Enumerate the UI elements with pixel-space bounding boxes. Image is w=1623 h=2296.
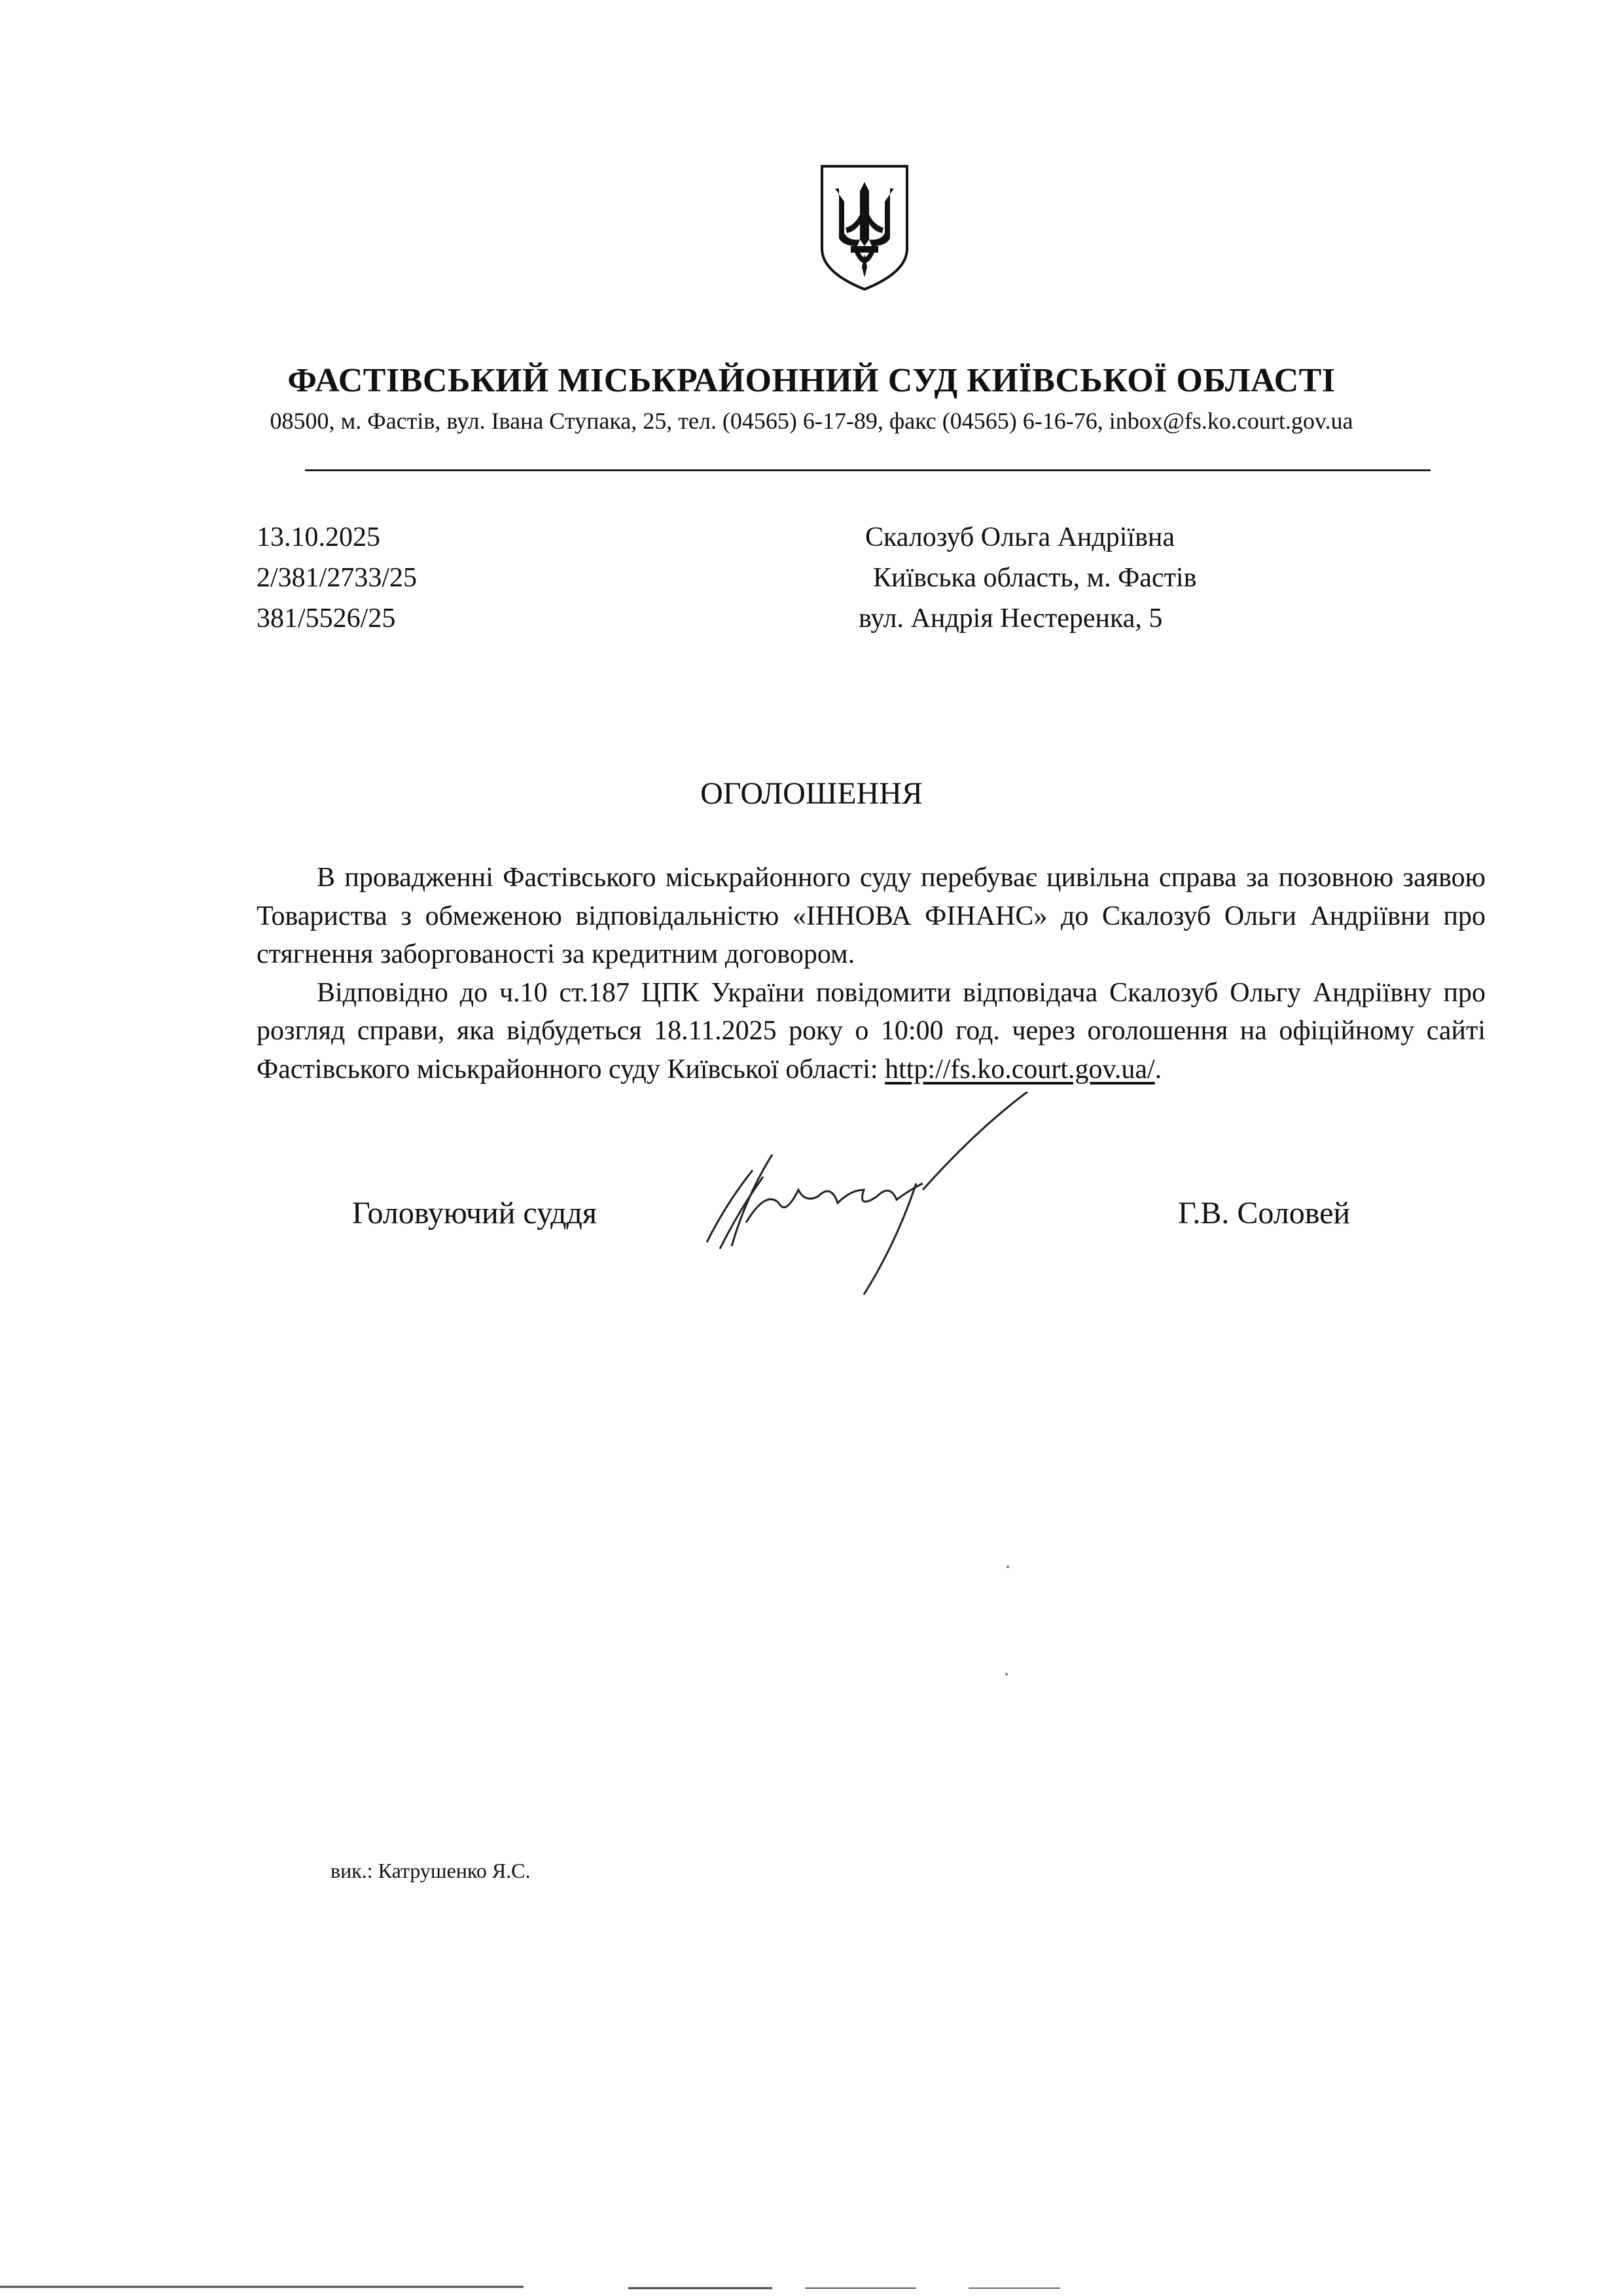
court-address-line: 08500, м. Фастів, вул. Івана Ступака, 25, тел. (04565) 6-17-89, факс (04565) 6-16-76, inbox@fs.ko.court.gov.ua — [270, 408, 1353, 434]
recipient-city: Київська область, м. Фастів — [873, 563, 1197, 593]
scan-speck — [1007, 1566, 1009, 1568]
scan-bottom-edge — [0, 2280, 1623, 2296]
document-metadata — [257, 517, 417, 639]
scan-speck — [1005, 1673, 1008, 1676]
judge-name: Г.В. Соловей — [1178, 1196, 1351, 1230]
outgoing-number: 381/5526/25 — [257, 603, 396, 634]
signature-row — [0, 1183, 1623, 1301]
court-website-link[interactable]: http://fs.ko.court.gov.ua/ — [885, 1054, 1155, 1085]
link-period: . — [1154, 1054, 1162, 1085]
court-name-heading: ФАСТІВСЬКИЙ МІСЬКРАЙОННИЙ СУД КИЇВСЬКОЇ ОБЛАСТІ — [287, 362, 1336, 399]
judge-signature-icon — [700, 1092, 1041, 1301]
recipient-street: вул. Андрія Нестеренка, 5 — [859, 603, 1163, 634]
recipient-name: Скалозуб Ольга Андріївна — [865, 522, 1175, 552]
document-date: 13.10.2025 — [257, 522, 380, 552]
header-divider — [305, 469, 1431, 471]
case-number: 2/381/2733/25 — [257, 563, 418, 593]
trident-coat-of-arms-icon — [817, 162, 912, 293]
notice-paragraph-1: В провадженні Фастівського міськрайонного суду перебуває цивільна справа за позовною заявою Товариства з обмеженою відповідальністю «ІННОВА ФІНАНС» до Скалозуб Ольги Андріївни про стягнення заборгованості за кредитним договором. — [257, 863, 1486, 969]
notice-paragraph-2 — [257, 974, 1486, 1089]
notice-title: ОГОЛОШЕННЯ — [700, 776, 923, 811]
executor-note: вик.: Катрушенко Я.С. — [330, 1859, 531, 1882]
notice-paragraph-2-text: Відповідно до ч.10 ст.187 ЦПК України повідомити відповідача Скалозуб Ольгу Андріївну про розгляд справи, яка відбудеться 18.11.2025 року о 10:00 год. через оголошення на офіційному сайті Фастівського міськрайонного суду Київської області: — [257, 977, 1486, 1085]
recipient-block — [859, 517, 1197, 639]
judge-title: Головуючий суддя — [352, 1196, 597, 1230]
notice-body — [257, 859, 1486, 1088]
